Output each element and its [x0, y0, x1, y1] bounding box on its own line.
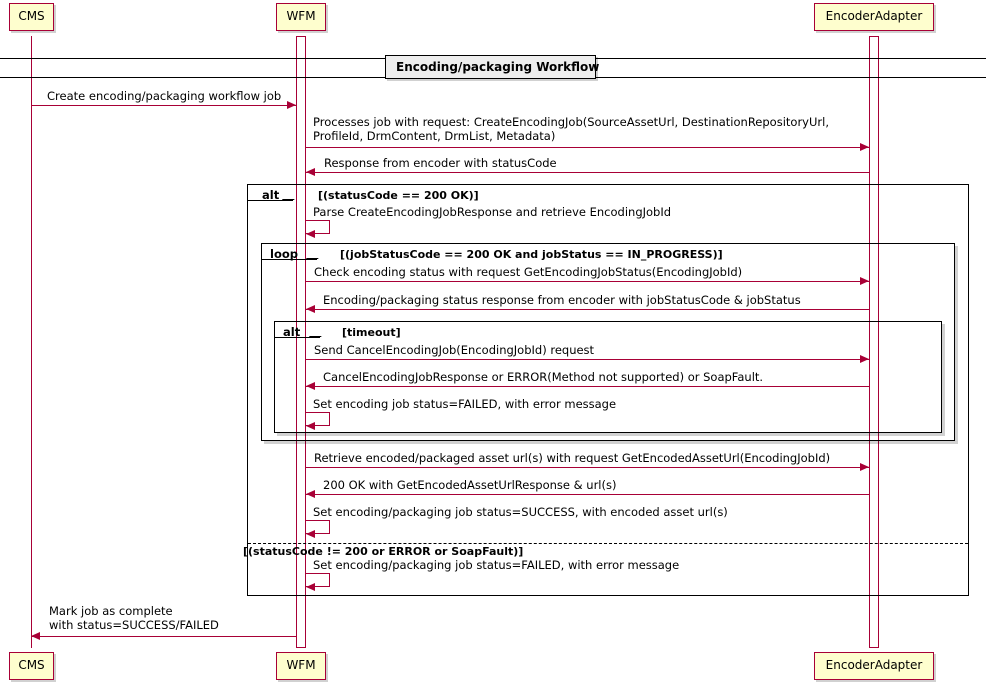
fragment-loop-jobstatus-guard: [(jobStatusCode == 200 OK and jobStatus == IN_PROGRESS)] [340, 248, 723, 261]
message-label-m4: Parse CreateEncodingJobResponse and retrieve EncodingJobId [313, 205, 672, 219]
message-line-m11 [306, 494, 869, 495]
message-arrowhead-m12 [306, 530, 315, 538]
message-arrowhead-m6 [306, 305, 315, 313]
participant-label: CMS [18, 658, 45, 672]
message-arrowhead-m14 [31, 632, 40, 640]
message-arrowhead-m5 [860, 277, 869, 285]
message-line-m6 [306, 309, 869, 310]
message-label-m7: Send CancelEncodingJob(EncodingJobId) request [314, 343, 595, 357]
message-arrowhead-m3 [306, 168, 315, 176]
message-label-m2-line1: Processes job with request: CreateEncodingJob(SourceAssetUrl, DestinationRepositoryUrl, [313, 115, 829, 129]
divider-title [385, 55, 600, 79]
message-arrowhead-m9 [306, 422, 315, 430]
message-arrowhead-m7 [860, 355, 869, 363]
participant-label: CMS [18, 9, 45, 23]
message-label-m14-line2: with status=SUCCESS/FAILED [49, 617, 219, 632]
participant-label: EncoderAdapter [825, 9, 923, 23]
participant-label: EncoderAdapter [825, 658, 923, 672]
participant-cms-top[interactable] [9, 3, 54, 31]
divider-title-label: Encoding/packaging Workflow [396, 60, 600, 74]
message-label-m6: Encoding/packaging status response from encoder with jobStatusCode & jobStatus [323, 293, 801, 307]
participant-cms-bottom[interactable] [9, 652, 54, 680]
fragment-loop-jobstatus-keyword: loop [270, 247, 298, 261]
message-arrowhead-m8 [306, 382, 315, 390]
message-label-m3: Response from encoder with statusCode [324, 156, 557, 170]
message-arrowhead-m13 [306, 583, 315, 591]
message-line-m8 [306, 386, 869, 387]
participant-wfm-bottom[interactable] [276, 652, 326, 680]
message-line-m14 [31, 636, 296, 637]
message-label-m9: Set encoding job status=FAILED, with error message [313, 397, 617, 411]
participant-label: WFM [286, 658, 316, 672]
message-label-m10: Retrieve encoded/packaged asset url(s) with request GetEncodedAssetUrl(EncodingJobId) [314, 451, 831, 465]
fragment-alt-statuscode-guard: [(statusCode == 200 OK)] [318, 189, 479, 202]
message-label-m1: Create encoding/packaging workflow job [47, 89, 282, 103]
message-line-m2 [306, 147, 869, 148]
message-line-m7 [306, 359, 869, 360]
participant-label: WFM [286, 9, 316, 23]
message-line-m3 [306, 172, 869, 173]
message-arrowhead-m2 [860, 143, 869, 151]
message-line-m10 [306, 467, 869, 468]
participant-encoderadapter-top[interactable] [814, 3, 934, 31]
message-label-m12: Set encoding/packaging job status=SUCCESS, with encoded asset url(s) [313, 505, 728, 519]
lifeline-cms [31, 36, 32, 648]
fragment-alt-timeout-guard: [timeout] [342, 326, 401, 339]
message-line-m1 [31, 105, 296, 106]
message-line-m5 [306, 281, 869, 282]
participant-encoderadapter-bottom[interactable] [814, 652, 934, 680]
message-label-m13: Set encoding/packaging job status=FAILED, with error message [313, 558, 680, 572]
message-label-m14-line1: Mark job as complete [49, 604, 173, 618]
message-label-m5: Check encoding status with request GetEncodingJobStatus(EncodingJobId) [314, 265, 743, 279]
participant-wfm-top[interactable] [276, 3, 326, 31]
fragment-alt-else-guard: [(statusCode != 200 or ERROR or SoapFault)] [243, 545, 524, 558]
fragment-alt-else-separator [248, 543, 968, 544]
message-label-m2-line2: ProfileId, DrmContent, DrmList, Metadata) [313, 128, 556, 143]
fragment-alt-statuscode-keyword: alt [262, 188, 280, 202]
message-label-m2 [313, 116, 829, 143]
message-arrowhead-m1 [287, 101, 296, 109]
message-arrowhead-m10 [860, 463, 869, 471]
message-label-m14 [49, 605, 219, 632]
fragment-alt-timeout-keyword: alt [283, 325, 301, 339]
message-arrowhead-m4 [306, 230, 315, 238]
message-arrowhead-m11 [306, 490, 315, 498]
message-label-m8: CancelEncodingJobResponse or ERROR(Method not supported) or SoapFault. [323, 370, 764, 384]
message-label-m11: 200 OK with GetEncodedAssetUrlResponse & url(s) [323, 478, 617, 492]
